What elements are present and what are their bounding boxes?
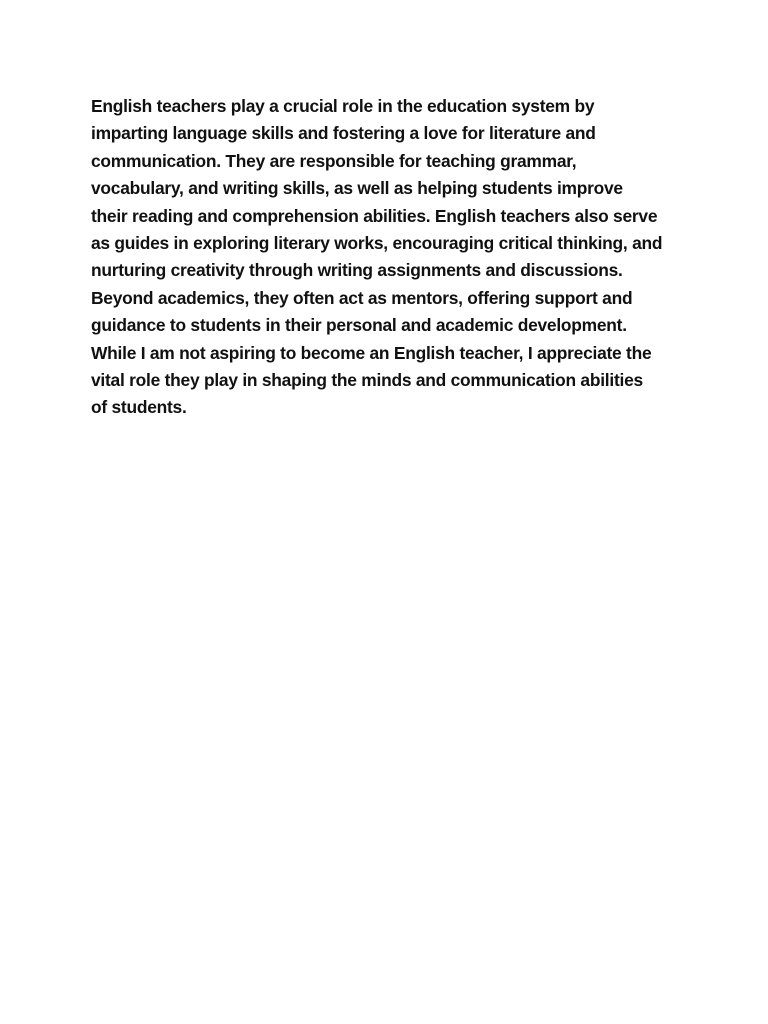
body-paragraph [91, 93, 691, 422]
paragraph-line: vital role they play in shaping the minds and communication abilities [91, 370, 643, 391]
paragraph-line: English teachers play a crucial role in the education system by [91, 96, 595, 116]
paragraph-line: nurturing creativity through writing assignments and discussions. [91, 260, 623, 281]
paragraph-line: as guides in exploring literary works, encouraging critical thinking, and [91, 233, 663, 254]
paragraph-line: While I am not aspiring to become an English teacher, I appreciate the [91, 342, 652, 363]
paragraph-line: their reading and comprehension abilities. English teachers also serve [91, 205, 658, 226]
paragraph-line: vocabulary, and writing skills, as well as helping students improve [91, 178, 623, 199]
paragraph-line: Beyond academics, they often act as mentors, offering support and [91, 287, 633, 308]
paragraph-line: imparting language skills and fostering a love for literature and [91, 123, 596, 144]
paragraph-line: of students. [91, 397, 187, 418]
paragraph-line: communication. They are responsible for teaching grammar, [91, 150, 577, 171]
paragraph-line: guidance to students in their personal and academic development. [91, 315, 627, 336]
